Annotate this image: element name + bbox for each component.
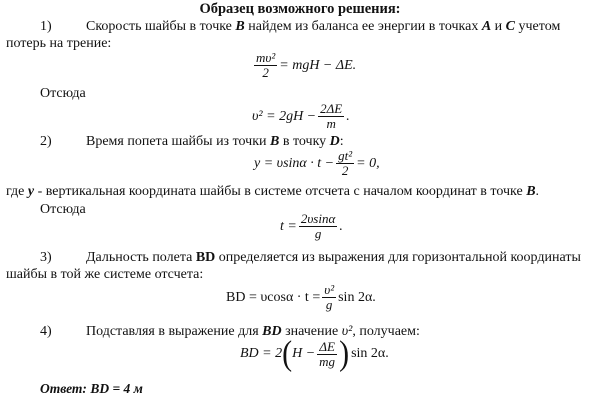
formula-energy-balance: $\frac{\text{mυ²}}{2}$ = mgH − ΔE. [256, 50, 357, 80]
page-title: Образец возможного решения: [199, 1, 401, 17]
step-3-number: 3) [40, 250, 52, 265]
formula-range-final: BD = 2 ( H − $\frac{\Delta E}{mg}$ ) sin 2α. [240, 334, 389, 373]
step-1-number: 1) [40, 19, 52, 34]
step-3-text-line2: шайбы в той же системе отсчета: [6, 267, 204, 282]
step-4-number: 4) [40, 324, 52, 339]
step-1-text-line2: потерь на трение: [6, 36, 112, 51]
formula-range: BD = υcosα · t = $\frac{\text{υ²}}{g}$ sin 2α. [226, 282, 376, 312]
answer: Ответ: BD = 4 м [40, 381, 143, 396]
step-3-text: Дальность полета BD определяется из выражения для горизонтальной координаты [86, 250, 581, 265]
step-2-number: 2) [40, 134, 52, 149]
otsyuda-2: Отсюда [40, 202, 86, 217]
step-1-text: Скорость шайбы в точке B найдем из баланса ее энергии в точках A и C учетом [86, 19, 561, 34]
formula-velocity-squared: υ² = 2gH − $\frac{2\Delta E}{m}$ . [252, 101, 350, 131]
formula-vertical-coordinate: y = υsinα · t − $\frac{\text{gt²}}{2}$ = 0, [254, 148, 380, 178]
coordinate-description: где y - вертикальная координата шайбы в системе отсчета с началом координат в точке B. [6, 184, 540, 199]
formula-flight-time: t = $\frac{2\upsilon\sin\alpha}{g}$ . [280, 211, 343, 241]
step-2-text: Время попета шайбы из точки B в точку D: [86, 134, 344, 149]
otsyuda-1: Отсюда [40, 86, 86, 101]
step-4-text: Подставляя в выражение для BD значение υ², получаем: [86, 324, 420, 339]
